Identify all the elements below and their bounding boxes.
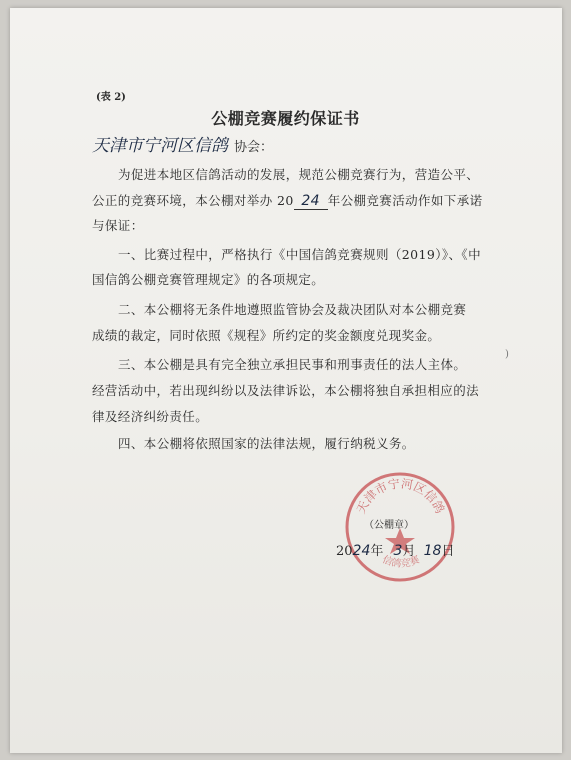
clause3-line1: 三、本公棚是具有完全独立承担民事和刑事责任的法人主体。 [118,357,467,372]
date-year-hand: 24 [352,543,371,559]
clause4-line1: 四、本公棚将依照国家的法律法规，履行纳税义务。 [118,436,415,451]
signature-date [336,540,454,559]
seal-text-bottom: 信鸽竞赛 [380,554,422,570]
year-handwritten: 24 [301,193,320,209]
seal-text-top: 天津市宁河区信鸽 [353,476,448,516]
date-month-unit: 月 [402,544,416,559]
clause1-line2: 国信鸽公棚竞赛管理规定》的各项规定。 [92,272,325,287]
para1-line2a: 公正的竞赛环境，本公棚对举办 20 [92,193,294,208]
clause1-line1: 一、比赛过程中，严格执行《中国信鸽竞赛规则（2019）》、《中 [118,247,481,262]
recipient-handwritten: 天津市宁河区信鸽 [92,136,228,156]
clause3-line3: 律及经济纠纷责任。 [92,409,209,424]
date-prefix: 20 [336,544,353,559]
year-blank [294,193,328,210]
recipient-suffix: 协会： [234,140,274,155]
para1-line1: 为促进本地区信鸽活动的发展，规范公棚竞赛行为，营造公平、 [118,167,480,182]
para1-line3: 与保证： [92,218,144,233]
clause2-line1: 二、本公棚将无条件地遵照监管协会及裁决团队对本公棚竞赛 [118,302,467,317]
date-month-hand: 3 [393,543,403,559]
clause3-line2: 经营活动中，若出现纠纷以及法律诉讼，本公棚将独自承担相应的法 [92,383,480,398]
margin-mark: ) [505,349,509,360]
date-day-unit: 日 [441,544,455,559]
para1-line2b: 年公棚竞赛活动作如下承诺 [327,193,483,208]
date-day-hand: 18 [423,543,442,559]
form-tag: (表 2) [96,92,126,103]
clause2-line2: 成绩的裁定，同时依照《规程》所约定的奖金额度兑现奖金。 [92,328,441,343]
para1-line2 [92,191,483,210]
page-title: 公棚竞赛履约保证书 [211,109,360,128]
stamp-label: （公棚章） [364,520,414,531]
recipient-line [92,131,273,156]
date-year-unit: 年 [370,544,384,559]
